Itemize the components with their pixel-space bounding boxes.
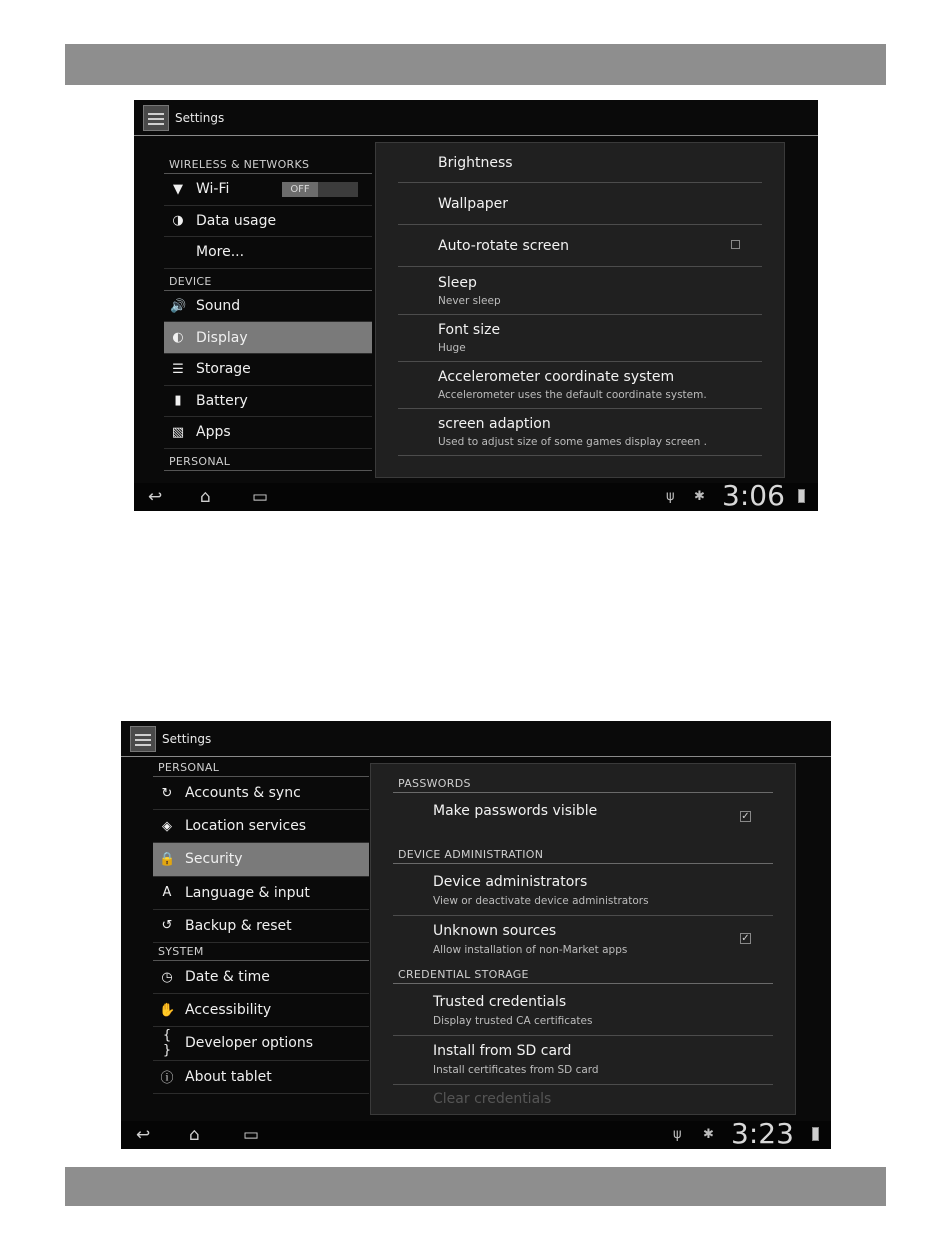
debug-icon: ✱	[703, 1127, 714, 1142]
sidebar-item-label: Data usage	[196, 212, 277, 229]
row-title: Font size	[438, 322, 501, 338]
status-clock: 3:06	[722, 479, 785, 511]
sidebar-item-accessibility[interactable]	[153, 994, 369, 1027]
hand-icon: ✋	[159, 1002, 176, 1018]
footer-band	[65, 1167, 886, 1206]
sidebar-item-language-input[interactable]	[153, 877, 369, 910]
sidebar-item-label: Location services	[185, 818, 307, 835]
font-size-row[interactable]	[398, 315, 762, 362]
system-navbar	[121, 1117, 831, 1149]
back-icon[interactable]: ↩	[136, 1125, 151, 1145]
sleep-row[interactable]	[398, 267, 762, 315]
action-bar	[134, 100, 818, 136]
auto-rotate-row[interactable]	[398, 225, 762, 267]
screen-adaption-row[interactable]	[398, 409, 762, 456]
sidebar-item-label: Storage	[196, 361, 251, 378]
apps-icon: ▧	[171, 424, 185, 440]
action-bar	[121, 721, 831, 757]
wifi-toggle[interactable]	[282, 182, 358, 197]
wallpaper-row[interactable]	[398, 183, 762, 225]
unknown-sources-row[interactable]	[393, 916, 773, 966]
row-title: Brightness	[438, 155, 513, 171]
sidebar-item-security[interactable]	[153, 843, 369, 876]
section-header: PASSWORDS	[393, 777, 773, 793]
data-usage-icon: ◑	[172, 213, 184, 229]
security-settings-panel	[370, 763, 796, 1115]
battery-status-icon	[798, 489, 805, 503]
sidebar-item-label: Accessibility	[185, 1002, 272, 1019]
row-subtitle: Huge	[438, 342, 466, 354]
sidebar-item-label: Security	[185, 851, 243, 868]
sidebar-item-label: Apps	[196, 424, 231, 441]
app-title: Settings	[162, 731, 212, 746]
sidebar-item-date-time[interactable]	[153, 961, 369, 994]
usb-icon: ψ	[666, 489, 675, 504]
display-settings-panel	[375, 142, 785, 478]
sidebar-item-label: Language & input	[185, 884, 310, 901]
row-title: Accelerometer coordinate system	[438, 369, 675, 385]
battery-status-icon	[812, 1127, 819, 1141]
display-icon: ◐	[172, 330, 184, 346]
lock-icon: 🔒	[159, 851, 176, 867]
section-header: PERSONAL	[153, 759, 369, 777]
unknown-sources-checkbox[interactable]: ✓	[741, 933, 750, 944]
sidebar-item-data-usage[interactable]	[164, 206, 372, 238]
section-header: WIRELESS & NETWORKS	[164, 152, 372, 174]
sidebar-item-label: More...	[196, 244, 245, 261]
section-header: PERSONAL	[164, 449, 372, 471]
sidebar-item-apps[interactable]	[164, 417, 372, 449]
row-title: Auto-rotate screen	[438, 238, 569, 254]
make-passwords-visible-row[interactable]	[393, 794, 773, 844]
sidebar-item-label: About tablet	[185, 1068, 272, 1085]
settings-screenshot-security	[121, 721, 831, 1149]
sidebar-item-display[interactable]	[164, 322, 372, 354]
sync-icon: ↻	[161, 785, 173, 801]
row-subtitle: View or deactivate device administrators	[433, 895, 649, 907]
sidebar-item-storage[interactable]	[164, 354, 372, 386]
section-header: CREDENTIAL STORAGE	[393, 968, 773, 984]
row-subtitle: Never sleep	[438, 295, 501, 307]
clear-credentials-row	[393, 1085, 773, 1115]
auto-rotate-checkbox[interactable]	[731, 240, 740, 249]
settings-screenshot-display	[134, 100, 818, 511]
backup-icon: ↺	[161, 918, 173, 934]
debug-icon: ✱	[694, 489, 705, 504]
settings-app-icon[interactable]	[130, 726, 156, 752]
sidebar-item-developer-options[interactable]	[153, 1027, 369, 1060]
recents-icon[interactable]: ▭	[252, 487, 269, 507]
wifi-icon: ▼	[173, 181, 183, 197]
back-icon[interactable]: ↩	[148, 487, 163, 507]
sidebar-item-battery[interactable]	[164, 386, 372, 418]
row-title: Sleep	[438, 275, 477, 291]
sidebar-item-accounts-sync[interactable]	[153, 777, 369, 810]
language-icon: A	[162, 885, 172, 901]
app-title: Settings	[175, 110, 225, 125]
home-icon[interactable]: ⌂	[189, 1125, 200, 1145]
sidebar-item-label: Backup & reset	[185, 917, 292, 934]
sidebar-item-label: Developer options	[185, 1035, 314, 1052]
usb-icon: ψ	[673, 1127, 682, 1142]
section-header: SYSTEM	[153, 943, 369, 961]
row-title: Clear credentials	[433, 1091, 552, 1107]
sidebar-item-label: Sound	[196, 298, 241, 315]
sidebar-item-label: Display	[196, 329, 248, 346]
status-clock: 3:23	[731, 1117, 794, 1149]
row-title: screen adaption	[438, 416, 551, 432]
sidebar-item-about-tablet[interactable]	[153, 1061, 369, 1094]
section-header: DEVICE	[164, 269, 372, 291]
device-administrators-row[interactable]	[393, 866, 773, 916]
install-from-sd-row[interactable]	[393, 1036, 773, 1085]
location-icon: ◈	[162, 818, 172, 834]
sidebar-item-wi-fi[interactable]	[164, 174, 372, 206]
sidebar-item-sound[interactable]	[164, 291, 372, 323]
toggle-label: OFF	[282, 182, 318, 197]
settings-app-icon[interactable]	[143, 105, 169, 131]
row-subtitle: Display trusted CA certificates	[433, 1015, 593, 1027]
sidebar-item-location-services[interactable]	[153, 810, 369, 843]
home-icon[interactable]: ⌂	[200, 487, 211, 507]
row-subtitle: Allow installation of non-Market apps	[433, 944, 628, 956]
info-icon: ⓘ	[160, 1071, 174, 1087]
row-title: Install from SD card	[433, 1043, 572, 1059]
row-title: Unknown sources	[433, 923, 557, 939]
brightness-row[interactable]	[398, 143, 762, 183]
row-subtitle: Install certificates from SD card	[433, 1064, 599, 1076]
system-navbar	[134, 479, 818, 511]
clock-icon: ◷	[161, 969, 173, 985]
sidebar-item-more[interactable]	[164, 237, 372, 269]
sidebar-item-backup-reset[interactable]	[153, 910, 369, 943]
speaker-icon: 🔊	[170, 298, 187, 314]
storage-icon: ☰	[172, 361, 184, 377]
recents-icon[interactable]: ▭	[243, 1125, 260, 1145]
row-subtitle: Accelerometer uses the default coordinate system.	[438, 389, 707, 401]
accelerometer-row[interactable]	[398, 362, 762, 409]
sidebar-item-label: Wi-Fi	[196, 181, 230, 198]
header-band	[65, 44, 886, 85]
sidebar-item-label: Battery	[196, 392, 248, 409]
settings-sidebar	[153, 759, 369, 1094]
sidebar-item-label: Accounts & sync	[185, 785, 301, 802]
settings-sidebar	[164, 152, 372, 471]
row-title: Wallpaper	[438, 196, 509, 212]
braces-icon: { }	[162, 1028, 172, 1059]
row-title: Device administrators	[433, 874, 588, 890]
trusted-credentials-row[interactable]	[393, 986, 773, 1036]
make-passwords-checkbox[interactable]: ✓	[741, 811, 750, 822]
row-title: Trusted credentials	[433, 994, 567, 1010]
row-title: Make passwords visible	[433, 803, 598, 819]
section-header: DEVICE ADMINISTRATION	[393, 848, 773, 864]
battery-icon: ▮	[174, 393, 182, 409]
row-subtitle: Used to adjust size of some games display screen .	[438, 436, 707, 448]
sidebar-item-label: Date & time	[185, 969, 270, 986]
